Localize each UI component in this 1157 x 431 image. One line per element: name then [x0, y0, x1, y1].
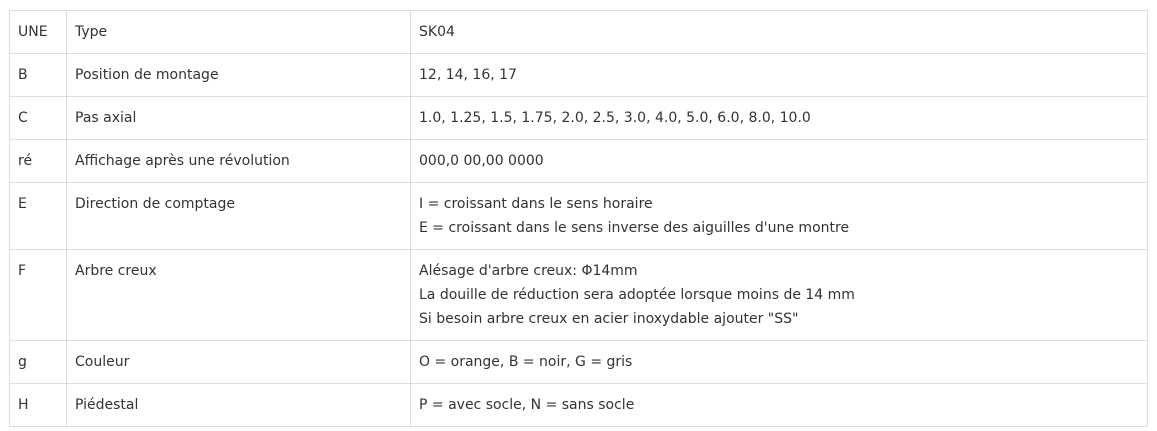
row-value-line: 000,0 00,00 0000 [419, 153, 544, 169]
spec-table [9, 10, 1148, 427]
row-key: E [10, 183, 67, 250]
row-key: H [10, 384, 67, 427]
row-value [411, 54, 1148, 97]
row-value-line: 1.0, 1.25, 1.5, 1.75, 2.0, 2.5, 3.0, 4.0, 5.0, 6.0, 8.0, 10.0 [419, 110, 811, 126]
row-value [411, 11, 1148, 54]
row-label: Pas axial [67, 97, 411, 140]
row-value-line: P = avec socle, N = sans socle [419, 397, 635, 413]
row-key: B [10, 54, 67, 97]
row-value-line: E = croissant dans le sens inverse des aiguilles d'une montre [419, 220, 850, 236]
row-key: C [10, 97, 67, 140]
table-row [10, 97, 1148, 140]
row-label: Type [67, 11, 411, 54]
table-row [10, 54, 1148, 97]
row-key: g [10, 341, 67, 384]
row-key: ré [10, 140, 67, 183]
row-value [411, 140, 1148, 183]
table-row [10, 250, 1148, 341]
row-value [411, 97, 1148, 140]
row-value [411, 384, 1148, 427]
table-row [10, 11, 1148, 54]
row-value [411, 250, 1148, 341]
row-value-line: 12, 14, 16, 17 [419, 67, 517, 83]
row-label: Affichage après une révolution [67, 140, 411, 183]
row-value-line: SK04 [419, 24, 455, 40]
row-label: Direction de comptage [67, 183, 411, 250]
row-value-line: I = croissant dans le sens horaire [419, 196, 653, 212]
row-value-line: O = orange, B = noir, G = gris [419, 354, 633, 370]
row-label: Arbre creux [67, 250, 411, 341]
row-value-line: Alésage d'arbre creux: Φ14mm [419, 263, 638, 279]
table-row [10, 341, 1148, 384]
table-row [10, 183, 1148, 250]
row-value [411, 341, 1148, 384]
row-value-line: Si besoin arbre creux en acier inoxydable ajouter "SS" [419, 311, 799, 327]
row-key: UNE [10, 11, 67, 54]
row-value [411, 183, 1148, 250]
row-label: Couleur [67, 341, 411, 384]
table-row [10, 384, 1148, 427]
table-row [10, 140, 1148, 183]
row-label: Position de montage [67, 54, 411, 97]
row-key: F [10, 250, 67, 341]
row-value-line: La douille de réduction sera adoptée lorsque moins de 14 mm [419, 287, 855, 303]
row-label: Piédestal [67, 384, 411, 427]
